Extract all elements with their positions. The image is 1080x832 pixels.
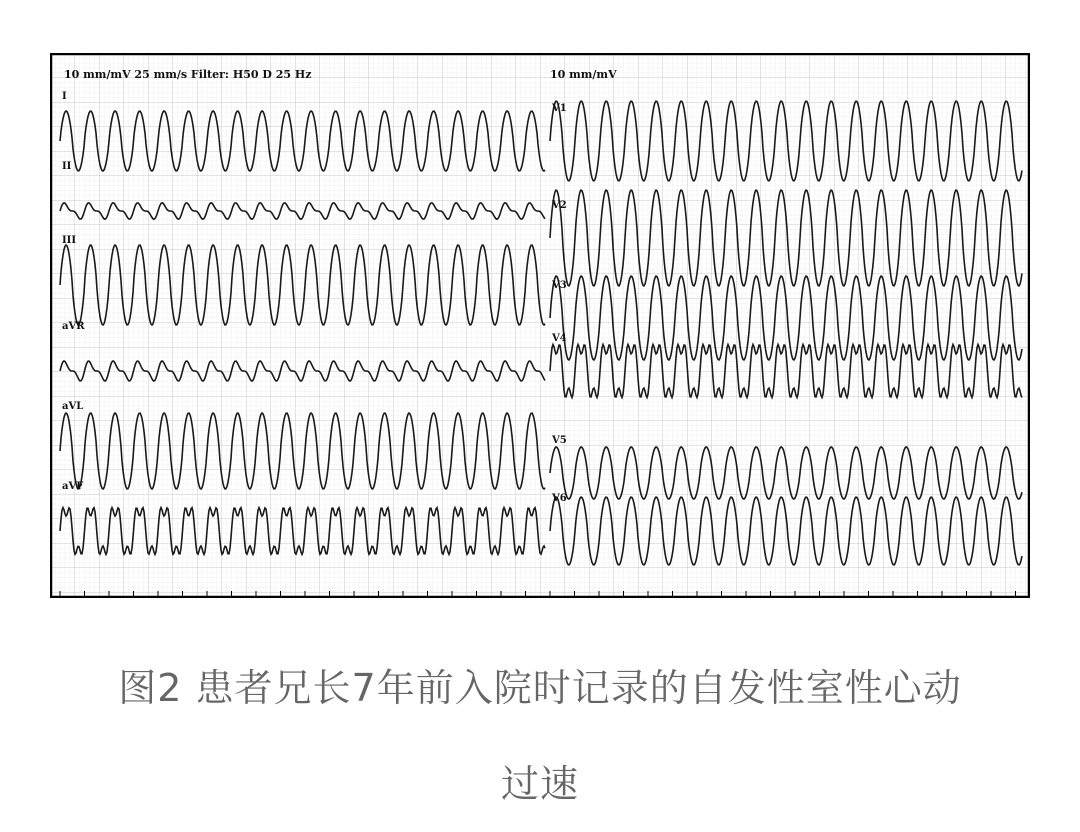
left-lead-label-avr: aVR — [62, 321, 85, 332]
ecg-header-left: 10 mm/mV 25 mm/s Filter: H50 D 25 Hz — [64, 68, 312, 81]
ecg-strip — [50, 53, 1030, 598]
right-lead-label-v5: V5 — [552, 435, 567, 446]
ecg-header-right: 10 mm/mV — [550, 68, 617, 81]
caption-line-1: 图2 患者兄长7年前入院时记录的自发性室性心动 — [118, 666, 962, 710]
right-lead-label-v4: V4 — [552, 333, 567, 344]
left-lead-label-avf: aVF — [62, 481, 84, 492]
ecg-svg — [50, 53, 1030, 598]
left-lead-label-avl: aVL — [62, 401, 84, 412]
right-lead-label-v1: V1 — [552, 103, 567, 114]
left-lead-label-iii: III — [62, 235, 77, 246]
caption-line-2: 过速 — [500, 762, 579, 806]
left-lead-label-i: I — [62, 91, 67, 102]
ecg-grid — [50, 53, 1030, 598]
left-lead-label-ii: II — [62, 161, 72, 172]
right-lead-label-v2: V2 — [552, 200, 567, 211]
figure-caption — [0, 640, 1080, 832]
right-lead-label-v3: V3 — [552, 280, 567, 291]
right-lead-label-v6: V6 — [552, 493, 567, 504]
